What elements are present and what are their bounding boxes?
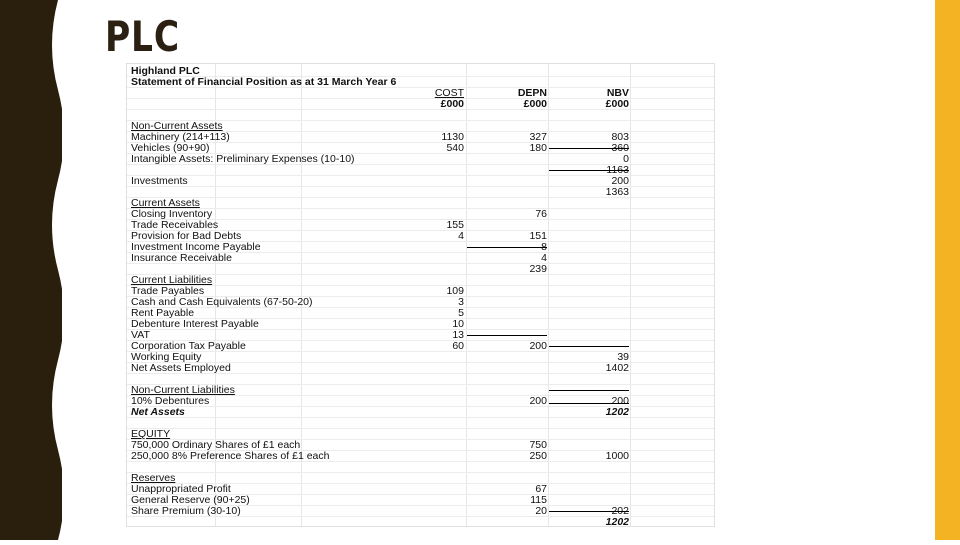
row-label: Non-Current Liabilities	[131, 384, 235, 396]
depreciation-value: 750	[529, 439, 547, 451]
nbv-value: 1402	[605, 362, 629, 374]
row-label: Vehicles (90+90)	[131, 142, 210, 154]
grid-line	[127, 197, 714, 198]
grid-line	[127, 219, 714, 220]
row-label: EQUITY	[131, 428, 171, 440]
grid-line	[127, 252, 714, 253]
grid-line	[127, 417, 714, 418]
cost-value: 155	[446, 219, 464, 231]
row-label: Trade Receivables	[131, 219, 219, 231]
subtotal-rule	[549, 148, 629, 149]
row-label: Current Liabilities	[131, 274, 213, 286]
nbv-value: 200	[611, 395, 629, 407]
depreciation-value: 67	[535, 483, 547, 495]
depreciation-value: 115	[530, 494, 547, 506]
row-label: 10% Debentures	[131, 395, 210, 407]
grid-line	[127, 241, 714, 242]
nbv-value: 202	[611, 505, 629, 517]
grid-line	[127, 186, 714, 187]
depreciation-value: 76	[535, 208, 547, 220]
grid-line	[127, 208, 714, 209]
grid-line	[127, 318, 714, 319]
grid-line	[127, 164, 714, 165]
depreciation-value: 250	[529, 450, 547, 462]
row-label: Reserves	[131, 472, 176, 484]
depreciation-value: 200	[529, 395, 547, 407]
grid-line	[127, 439, 714, 440]
row-label: Share Premium (30-10)	[131, 505, 241, 517]
row-label: General Reserve (90+25)	[131, 494, 250, 506]
grid-line	[127, 307, 714, 308]
grid-line	[127, 505, 714, 506]
row-label: Rent Payable	[131, 307, 195, 319]
grid-line	[127, 285, 714, 286]
grid-line	[127, 461, 714, 462]
statement-row	[127, 517, 714, 527]
grid-line	[127, 340, 714, 341]
row-label: 750,000 Ordinary Shares of £1 each	[131, 439, 301, 451]
nbv-value: 1000	[605, 450, 629, 462]
grid-line	[127, 351, 714, 352]
grid-line	[127, 516, 714, 517]
depreciation-value: 327	[529, 131, 547, 143]
row-label: Investment Income Payable	[131, 241, 261, 253]
grid-line	[127, 87, 714, 88]
grid-line	[127, 384, 714, 385]
nbv-value: 1202	[605, 516, 629, 527]
cost-value: 1130	[441, 131, 464, 143]
row-label: Non-Current Assets	[131, 120, 223, 132]
grid-line	[127, 428, 714, 429]
row-label: Closing Inventory	[131, 208, 213, 220]
accent-bar	[935, 0, 960, 540]
grid-line	[127, 109, 714, 110]
grid-line	[127, 373, 714, 374]
nbv-value: 39	[617, 351, 629, 363]
subtotal-rule	[549, 511, 629, 512]
row-label: Insurance Receivable	[131, 252, 232, 264]
row-label: Provision for Bad Debts	[131, 230, 242, 242]
row-label: Intangible Assets: Preliminary Expenses (10-10)	[131, 153, 355, 165]
row-label: Investments	[131, 175, 188, 187]
subtotal-rule	[549, 390, 629, 391]
grid-line	[127, 98, 714, 99]
grid-line	[127, 483, 714, 484]
nbv-value: NBV	[606, 87, 629, 99]
grid-line	[127, 406, 714, 407]
nbv-value: 1163	[606, 164, 629, 176]
row-label: Trade Payables	[131, 285, 205, 297]
grid-line	[127, 230, 714, 231]
grid-line	[127, 153, 714, 154]
nbv-value: 803	[611, 131, 629, 143]
nbv-value: 200	[611, 175, 629, 187]
cost-value: 10	[452, 318, 464, 330]
double-rule	[549, 403, 629, 404]
depreciation-value: 8	[541, 241, 547, 253]
decorative-left-band	[0, 0, 62, 540]
nbv-value: 1363	[605, 186, 629, 198]
row-label: Unappropriated Profit	[131, 483, 231, 495]
row-label: Net Assets Employed	[131, 362, 231, 374]
depreciation-value: 4	[541, 252, 547, 264]
row-label: Working Equity	[131, 351, 202, 363]
grid-line	[127, 274, 714, 275]
nbv-value: 0	[623, 153, 629, 165]
depreciation-value: DEPN	[517, 87, 547, 99]
row-label: Statement of Financial Position as at 31 March Year 6	[131, 76, 397, 88]
nbv-value: £000	[605, 98, 629, 110]
cost-value: COST	[434, 87, 464, 99]
grid-line	[127, 120, 714, 121]
wavy-band-shape	[0, 0, 62, 540]
depreciation-value: £000	[523, 98, 547, 110]
grid-line	[127, 76, 714, 77]
row-label: Net Assets	[131, 406, 185, 418]
grid-line	[127, 472, 714, 473]
depreciation-value: 20	[535, 505, 547, 517]
grid-line	[127, 263, 714, 264]
depreciation-value: 151	[529, 230, 547, 242]
grid-line	[127, 131, 714, 132]
cost-value: 540	[446, 142, 464, 154]
row-label: 250,000 8% Preference Shares of £1 each	[131, 450, 330, 462]
row-label: VAT	[131, 329, 150, 341]
row-label: Machinery (214+113)	[131, 131, 230, 143]
cost-value: £000	[440, 98, 464, 110]
row-label: Debenture Interest Payable	[131, 318, 259, 330]
row-label: Corporation Tax Payable	[131, 340, 246, 352]
depreciation-value: 239	[529, 263, 547, 275]
subtotal-rule	[467, 335, 547, 336]
cost-value: 60	[452, 340, 464, 352]
grid-line	[127, 450, 714, 451]
row-label: Cash and Cash Equivalents (67-50-20)	[131, 296, 313, 308]
grid-line	[127, 175, 714, 176]
subtotal-rule	[549, 346, 629, 347]
cost-value: 3	[458, 296, 464, 308]
grid-line	[127, 494, 714, 495]
grid-line	[127, 329, 714, 330]
cost-value: 4	[458, 230, 464, 242]
subtotal-rule	[467, 247, 547, 248]
row-label: Current Assets	[131, 197, 200, 209]
cost-value: 13	[452, 329, 464, 341]
grid-line	[127, 362, 714, 363]
cost-value: 5	[458, 307, 464, 319]
subtotal-rule	[549, 170, 629, 171]
nbv-value: 1202	[605, 406, 629, 418]
nbv-value: 360	[611, 142, 629, 154]
row-label: Highland PLC	[131, 65, 200, 77]
depreciation-value: 180	[529, 142, 547, 154]
cost-value: 109	[446, 285, 464, 297]
grid-line	[127, 142, 714, 143]
grid-line	[127, 395, 714, 396]
slide-title: PLC	[105, 12, 180, 61]
depreciation-value: 200	[529, 340, 547, 352]
financial-statement-sheet	[126, 63, 715, 527]
grid-line	[127, 296, 714, 297]
